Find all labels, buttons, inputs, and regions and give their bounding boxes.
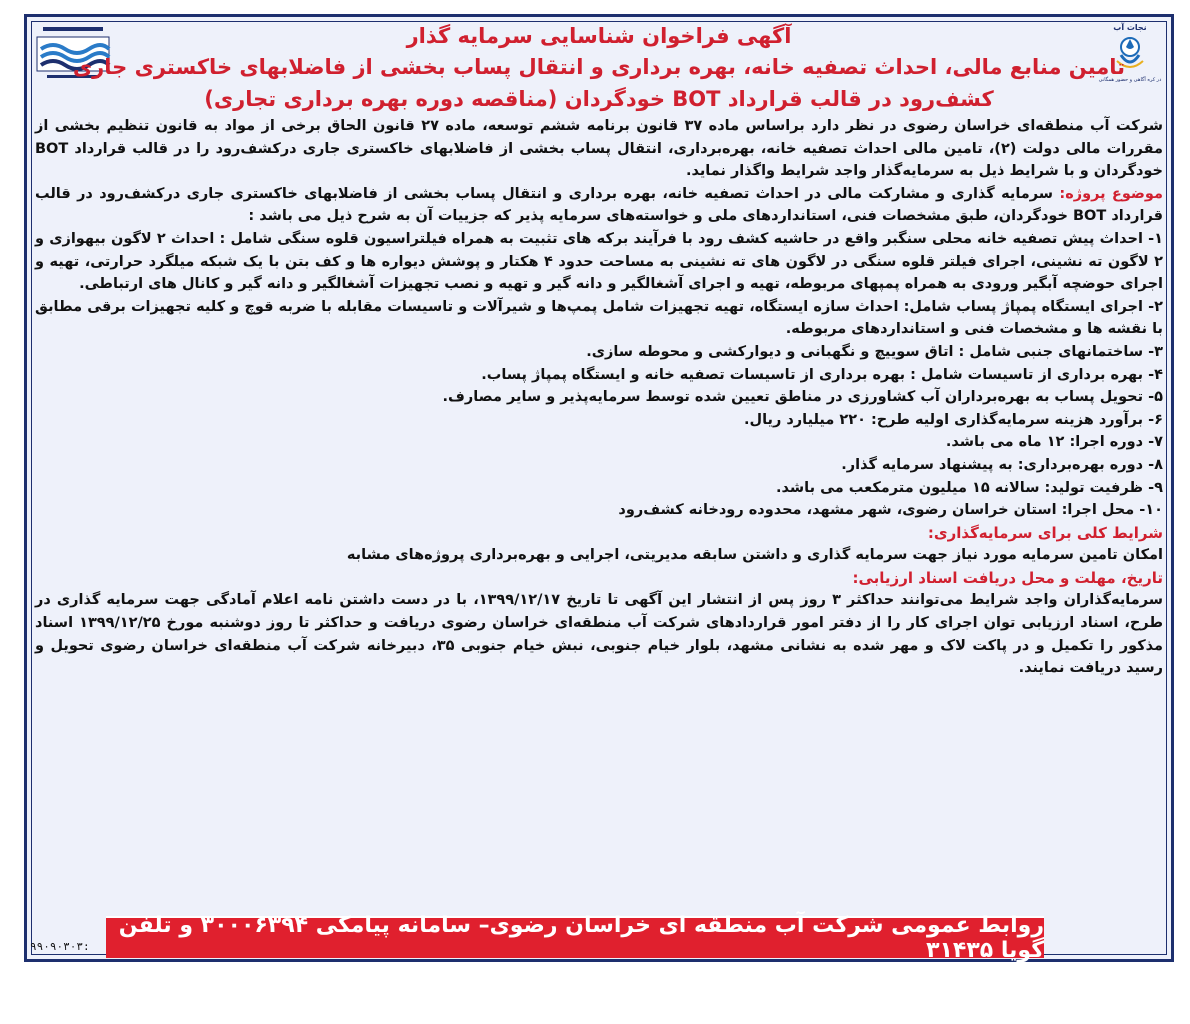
deadline-text: سرمایه‌گذاران واجد شرایط می‌توانند حداکثر ۳ روز پس از انتشار این آگهی تا تاریخ ۱۳۹۹/۱۲/۱۷، با در دست داشتن نامه اعلام آمادگی جهت سرمایه گذاری در طرح، اسناد ارزیابی توان اجرای کار را از دفتر امور قراردادهای شرکت آب منطقه‌ای خراسان رضوی دریافت و حداکثر تا روز دوشنبه مورخ ۱۳۹۹/۱۲/۲۵ اسناد مذکور را تکمیل و در پاکت لاک و مهر شده به نشانی مشهد، بلوار خیام جنوبی، نبش خیام جنوبی ۳۵، دبیرخانه شرکت آب منطقه‌ای خراسان رضوی تحویل و رسید دریافت نمایند. [35,592,1164,677]
list-item: ۵- تحویل پساب به بهره‌برداران آب کشاورزی در مناطق تعیین شده توسط سرمایه‌پذیر و سایر مصارف. [442,389,1163,406]
list-item: ۷- دوره اجرا: ۱۲ ماه می باشد. [945,434,1163,451]
list-item: ۱۰- محل اجرا: استان خراسان رضوی، شهر مشهد، محدوده رودخانه کشف‌رود [618,502,1163,519]
title-line-3: کشف‌رود در قالب قرارداد BOT خودگردان (مناقصه دوره بهره برداری تجاری) [204,87,994,111]
logo-right-caption: در کره آگاهی و حضور همگانی [1098,77,1162,83]
public-relations-bar: روابط عمومی شرکت آب منطقه ای خراسان رضوی– سامانه پیامکی ۳۰۰۰۶۳۹۴ و تلفن گویا ۳۱۴۳۵ [106,916,1044,958]
conditions-heading: شرایط کلی برای سرمایه‌گذاری: [927,523,1163,542]
ad-code: ۹۹۰۹۰۳۰۳: [30,940,90,953]
list-item: ۸- دوره بهره‌برداری: به پیشنهاد سرمایه گذار. [841,456,1163,473]
conditions-text: امکان تامین سرمایه مورد نیاز جهت سرمایه گذاری و داشتن سابقه مدیریتی، اجرایی و بهره‌برداری پروژه‌های مشابه [346,547,1163,564]
advertisement-frame [24,14,1174,962]
list-item: ۹- ظرفیت تولید: سالانه ۱۵ میلیون مترمکعب می باشد. [776,479,1163,496]
subject-paragraph [35,183,1163,228]
list-item: ۴- بهره برداری از تاسیسات شامل : بهره برداری از تاسیسات تصفیه خانه و ایستگاه پمپاژ پساب. [481,366,1163,383]
intro-paragraph: شرکت آب منطقه‌ای خراسان رضوی در نظر دارد براساس ماده ۳۷ قانون برنامه ششم توسعه، ماده ۲۷ قانون الحاق برخی از مواد به قانون تنظیم بخشی از مقررات مالی دولت (۲)، تامین مالی احداث تصفیه خانه، بهره‌برداری، انتقال پساب بخشی از فاضلابهای خاکستری جاری درکشف‌رود را در قالب قرارداد BOT خودگردان و با شرایط ذیل به سرمایه‌گذار واجد شرایط واگذار نماید. [35,118,1163,180]
logo-right-text: نجات آب [1113,23,1147,32]
subject-text: سرمایه گذاری و مشارکت مالی در احداث تصفیه خانه، بهره برداری و انتقال پساب بخشی از فاضلابهای خاکستری جاری درکشف‌رود در قالب قرارداد BOT خودگردان، طبق مشخصات فنی، استانداردهای ملی و خواسته‌های سرمایه پذیر که جزییات آن به شرح ذیل می باشد : [35,185,1163,225]
items-list [35,228,1163,522]
subject-label: موضوع پروژه: [1059,185,1163,202]
list-item: ۲- اجرای ایستگاه پمپاژ پساب شامل: احداث سازه ایستگاه، تهیه تجهیزات شامل پمپ‌ها و شیرآلات و تاسیسات مقابله با ضربه قوچ و کلیه تجهیزات برقی مطابق با نقشه ها و مشخصات فنی و استانداردهای مربوطه. [35,298,1163,338]
deadline-heading: تاریخ، مهلت و محل دریافت اسناد ارزیابی: [852,568,1163,587]
title-line-2: تامین منابع مالی، احداث تصفیه خانه، بهره برداری و انتقال پساب بخشی از فاضلابهای خاکستری جاری [72,55,1126,79]
title-block [35,21,1163,115]
list-item: ۶- برآورد هزینه سرمایه‌گذاری اولیه طرح: ۲۲۰ میلیارد ریال. [743,411,1163,428]
list-item: ۱- احداث پیش تصفیه خانه محلی سنگبر واقع در حاشیه کشف رود با فرآیند برکه های تثبیت به همراه فیلتراسیون قلوه سنگی شامل : احداث ۲ لاگون بیهوازی و ۲ لاگون ته نشینی، اجرای فیلتر قلوه سنگی در لاگون های ته نشینی به مساحت حدود ۴ هکتار و پوشش دیواره ها و کف بتن با یک شبکه میلگرد حرارتی، تهیه و اجرای حوضچه آبگیر ورودی به همراه پمپهای مربوطه، تهیه و اجرای آشغالگیر و دانه گیر و تهیه و نصب تجهیزات آشغالگیر و دانه گیر و کانال های ارتباطی. [35,230,1163,293]
list-item: ۳- ساختمانهای جنبی شامل : اتاق سوییچ و نگهبانی و دیوارکشی و محوطه سازی. [586,343,1163,360]
title-line-1: آگهی فراخوان شناسایی سرمایه گذار [406,24,792,48]
advertisement-content [35,21,1163,680]
